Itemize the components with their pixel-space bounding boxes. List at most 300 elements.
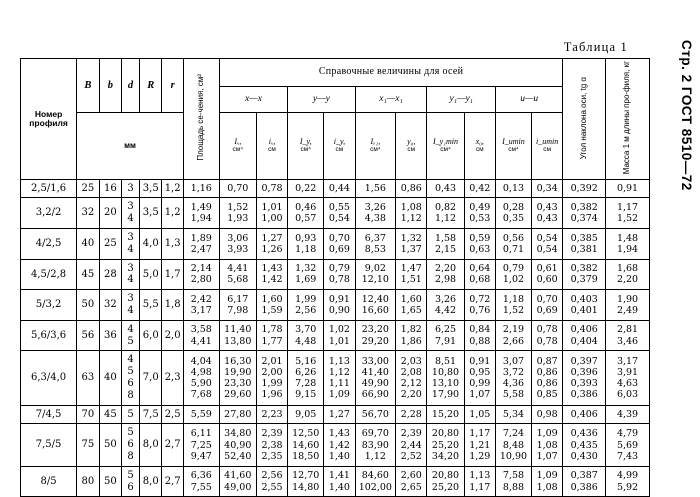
cell-value: 3,70	[295, 324, 317, 336]
angle-profile-table	[20, 58, 650, 497]
cell-value: 13,80	[224, 335, 252, 347]
cell-value: 0,79	[328, 263, 350, 275]
cell-tg	[563, 405, 606, 424]
cell-d	[122, 198, 140, 229]
cell-value: 1,09	[536, 428, 558, 440]
cell-r: 1,3	[162, 229, 183, 260]
cell-value: 19,90	[224, 366, 252, 378]
cell-value: 1,40	[328, 450, 350, 462]
cell-value: 40,90	[224, 439, 252, 451]
cell-value: 25,20	[431, 481, 460, 493]
cell-value: 0,91	[616, 182, 639, 194]
cell-value: 5	[127, 469, 134, 481]
axis-group-x1: x₁—x₁	[355, 87, 427, 113]
cell-value: 6	[127, 378, 134, 390]
cell-value: 41,40	[361, 366, 389, 378]
cell-ix	[219, 290, 256, 321]
cell-y0	[396, 179, 427, 198]
header-Iy1: I_y₁min см⁴	[427, 113, 464, 179]
cell-b: 40	[77, 229, 99, 260]
cell-d	[122, 320, 140, 351]
cell-value: 1,12	[434, 213, 457, 225]
cell-y0	[396, 351, 427, 405]
cell-iu	[495, 259, 531, 290]
cell-value: 0,91	[328, 293, 350, 305]
cell-y0	[396, 259, 427, 290]
cell-d	[122, 351, 140, 405]
cell-r: 7,0	[140, 351, 162, 405]
cell-value: 0,392	[570, 182, 598, 194]
cell-iy	[288, 320, 324, 351]
cell-value: 1,93	[227, 213, 249, 225]
cell-iy	[288, 466, 324, 497]
cell-value: 1,78	[261, 324, 283, 336]
header-ix: iₓ, см	[256, 113, 287, 179]
cell-value: 0,393	[570, 378, 598, 390]
cell-tg	[563, 466, 606, 497]
cell-ix	[219, 351, 256, 405]
cell-value: 3	[127, 232, 134, 244]
cell-value: 16,60	[361, 305, 389, 317]
cell-value: 0,386	[570, 481, 598, 493]
cell-b: 28	[99, 259, 121, 290]
cell-b: 40	[99, 351, 121, 405]
cell-iu	[531, 198, 562, 229]
cell-iu	[495, 290, 531, 321]
cell-ix	[219, 229, 256, 260]
cell-value: 11,40	[224, 324, 252, 336]
cell-x0	[464, 320, 495, 351]
cell-value: 2,20	[434, 263, 457, 275]
cell-value: 1,43	[328, 428, 350, 440]
cell-value: 0,42	[469, 182, 491, 194]
cell-value: 1,52	[502, 305, 525, 317]
cell-b: 45	[99, 405, 121, 424]
table-row	[21, 320, 650, 351]
cell-value: 2,56	[261, 470, 283, 482]
cell-y0	[396, 424, 427, 466]
cell-value: 1,60	[400, 293, 422, 305]
cell-iy1	[427, 351, 464, 405]
cell-b: 32	[77, 198, 99, 229]
cell-value: 2,44	[400, 439, 422, 451]
header-iu: i_umin см	[531, 113, 562, 179]
cell-b: 25	[99, 229, 121, 260]
cell-value: 3,93	[227, 243, 249, 255]
cell-value: 12,40	[361, 293, 389, 305]
cell-value: 0,59	[469, 232, 491, 244]
cell-value: 10,90	[499, 450, 528, 462]
cell-value: 5,59	[190, 408, 212, 420]
cell-iy	[324, 405, 355, 424]
cell-value: 0,69	[328, 243, 350, 255]
standard-page-header: Стр. 2 ГОСТ 8510—72	[679, 40, 694, 191]
cell-value: 20,80	[431, 428, 460, 440]
cell-value: 0,78	[536, 324, 558, 336]
cell-x0	[464, 229, 495, 260]
cell-value: 12,50	[292, 428, 320, 440]
cell-value: 20,80	[431, 470, 460, 482]
axis-group-y: y—y	[288, 87, 355, 113]
cell-iy	[288, 179, 324, 198]
cell-value: 2,56	[295, 305, 317, 317]
cell-r: 2,0	[162, 320, 183, 351]
cell-value: 2,39	[261, 428, 283, 440]
cell-y0	[396, 466, 427, 497]
cell-profile: 5,6/3,6	[21, 320, 77, 351]
cell-value: 1,02	[328, 324, 350, 336]
cell-value: 0,90	[328, 305, 350, 317]
cell-value: 3,26	[434, 293, 457, 305]
cell-profile: 5/3,2	[21, 290, 77, 321]
cell-r: 7,5	[140, 405, 162, 424]
cell-b: 70	[77, 405, 99, 424]
cell-value: 1,08	[536, 439, 558, 451]
cell-value: 69,70	[361, 428, 389, 440]
cell-value: 0,436	[570, 428, 598, 440]
cell-iy1	[427, 290, 464, 321]
cell-value: 0,54	[328, 213, 350, 225]
cell-iy1	[427, 179, 464, 198]
cell-x0	[464, 259, 495, 290]
cell-value: 9,15	[295, 389, 317, 401]
cell-mass	[606, 320, 650, 351]
cell-value: 102,00	[358, 481, 392, 493]
cell-ix	[256, 290, 287, 321]
cell-iy	[288, 229, 324, 260]
cell-value: 3,26	[364, 202, 386, 214]
cell-b: 20	[99, 198, 121, 229]
cell-value: 3	[127, 293, 134, 305]
cell-value: 1,01	[328, 335, 350, 347]
axis-group-x: x—x	[219, 87, 288, 113]
cell-value: 1,08	[536, 481, 558, 493]
cell-r: 1,2	[162, 198, 183, 229]
cell-value: 0,86	[536, 366, 558, 378]
cell-value: 4	[127, 243, 134, 255]
cell-value: 5	[127, 366, 134, 378]
cell-area	[183, 466, 219, 497]
cell-value: 1,68	[616, 263, 639, 275]
cell-value: 7,25	[190, 439, 212, 451]
cell-value: 1,52	[227, 202, 249, 214]
cell-x0	[464, 198, 495, 229]
cell-value: 8,53	[364, 243, 386, 255]
cell-value: 1,13	[328, 355, 350, 367]
cell-value: 9,05	[295, 408, 317, 420]
cell-value: 1,99	[261, 378, 283, 390]
cell-value: 0,406	[570, 408, 598, 420]
cell-value: 2,39	[400, 428, 422, 440]
cell-value: 2,38	[261, 439, 283, 451]
cell-iu	[531, 290, 562, 321]
cell-x0	[464, 466, 495, 497]
cell-value: 1,01	[261, 202, 283, 214]
cell-r: 8,0	[140, 424, 162, 466]
cell-iy	[324, 424, 355, 466]
cell-value: 4	[127, 354, 134, 366]
cell-value: 10,80	[431, 366, 460, 378]
cell-value: 2,52	[400, 450, 422, 462]
cell-value: 1,69	[295, 274, 317, 286]
cell-value: 23,30	[224, 378, 252, 390]
cell-value: 3	[127, 262, 134, 274]
cell-value: 0,78	[261, 182, 283, 194]
cell-b: 80	[77, 466, 99, 497]
cell-profile: 2,5/1,6	[21, 179, 77, 198]
table-body	[21, 179, 650, 497]
cell-value: 2,47	[190, 243, 212, 255]
cell-value: 0,57	[295, 213, 317, 225]
cell-r: 2,7	[162, 466, 183, 497]
cell-ix1	[355, 198, 395, 229]
cell-value: 0,93	[295, 232, 317, 244]
cell-ix1	[355, 405, 395, 424]
cell-value: 4,42	[434, 305, 457, 317]
cell-b: 45	[77, 259, 99, 290]
cell-value: 1,96	[261, 389, 283, 401]
cell-b: 50	[99, 424, 121, 466]
cell-iu	[495, 351, 531, 405]
cell-value: 9,47	[190, 450, 212, 462]
cell-value: 3,46	[616, 335, 639, 347]
cell-value: 1,32	[295, 263, 317, 275]
cell-value: 1,48	[616, 232, 639, 244]
cell-value: 2,28	[400, 408, 422, 420]
cell-value: 0,86	[400, 182, 422, 194]
cell-value: 3,17	[616, 355, 639, 367]
cell-value: 0,68	[469, 274, 491, 286]
cell-value: 2,00	[261, 366, 283, 378]
cell-r: 1,7	[162, 259, 183, 290]
cell-profile: 4/2,5	[21, 229, 77, 260]
cell-r: 3,5	[140, 179, 162, 198]
cell-y0	[396, 405, 427, 424]
header-Ix1: Iₓ₁, см⁴	[355, 113, 395, 179]
cell-value: 5	[127, 427, 134, 439]
cell-value: 1,18	[295, 243, 317, 255]
cell-ix	[256, 320, 287, 351]
cell-value: 0,382	[570, 263, 598, 275]
cell-value: 1,02	[502, 274, 525, 286]
cell-value: 2,66	[502, 335, 525, 347]
cell-value: 41,60	[224, 470, 252, 482]
cell-value: 1,16	[190, 182, 212, 194]
cell-value: 3	[127, 182, 134, 194]
cell-value: 0,34	[536, 182, 558, 194]
cell-value: 1,12	[400, 213, 422, 225]
cell-area	[183, 351, 219, 405]
cell-value: 52,40	[224, 450, 252, 462]
cell-tg	[563, 259, 606, 290]
cell-value: 6,11	[190, 428, 212, 440]
cell-value: 2,65	[400, 481, 422, 493]
cell-value: 49,90	[361, 378, 389, 390]
cell-value: 4,36	[502, 378, 525, 390]
cell-value: 1,08	[400, 202, 422, 214]
cell-value: 2,08	[400, 366, 422, 378]
cell-value: 0,78	[536, 335, 558, 347]
cell-value: 4,39	[616, 408, 639, 420]
cell-value: 84,60	[361, 470, 389, 482]
cell-b: 32	[99, 290, 121, 321]
cell-r: 3,5	[140, 198, 162, 229]
cell-value: 0,78	[328, 274, 350, 286]
cell-value: 0,64	[469, 263, 491, 275]
cell-value: 13,10	[431, 378, 460, 390]
cell-ix1	[355, 259, 395, 290]
cell-value: 3,06	[227, 232, 249, 244]
cell-value: 1,43	[261, 263, 283, 275]
cell-value: 27,80	[224, 408, 252, 420]
cell-value: 1,40	[328, 481, 350, 493]
cell-value: 0,70	[227, 182, 249, 194]
cell-value: 6,25	[434, 324, 457, 336]
cell-value: 4	[127, 213, 134, 225]
cell-ix	[256, 229, 287, 260]
header-area: Площадь се-чения, см²	[183, 59, 219, 180]
cell-ix	[219, 198, 256, 229]
cell-b: 50	[77, 290, 99, 321]
cell-value: 3,07	[502, 355, 525, 367]
cell-value: 2,55	[261, 481, 283, 493]
cell-value: 1,90	[616, 293, 639, 305]
cell-value: 34,20	[431, 450, 460, 462]
cell-value: 7,43	[616, 450, 639, 462]
cell-value: 4,98	[190, 366, 212, 378]
cell-r: 2,3	[162, 351, 183, 405]
cell-tg	[563, 424, 606, 466]
cell-value: 3,91	[616, 366, 639, 378]
cell-value: 0,55	[328, 202, 350, 214]
cell-value: 4,48	[295, 335, 317, 347]
cell-value: 8	[127, 389, 134, 401]
cell-value: 8,88	[502, 481, 525, 493]
cell-value: 0,72	[469, 293, 491, 305]
cell-value: 5,68	[227, 274, 249, 286]
cell-iy	[288, 259, 324, 290]
cell-value: 0,401	[570, 305, 598, 317]
cell-value: 1,94	[190, 213, 212, 225]
cell-profile: 7/4,5	[21, 405, 77, 424]
table-caption: Таблица 1	[563, 40, 628, 54]
cell-iy	[324, 320, 355, 351]
cell-ix1	[355, 229, 395, 260]
cell-iy1	[427, 405, 464, 424]
cell-ix	[219, 259, 256, 290]
cell-value: 66,90	[361, 389, 389, 401]
cell-mass	[606, 351, 650, 405]
cell-value: 0,91	[469, 355, 491, 367]
cell-value: 3,17	[190, 305, 212, 317]
cell-value: 4,38	[364, 213, 386, 225]
cell-value: 0,69	[536, 305, 558, 317]
cell-mass	[606, 179, 650, 198]
cell-value: 0,406	[570, 324, 598, 336]
cell-value: 3,58	[190, 324, 212, 336]
cell-value: 0,84	[469, 324, 491, 336]
cell-iy1	[427, 424, 464, 466]
cell-ix	[256, 424, 287, 466]
cell-ix1	[355, 351, 395, 405]
cell-mass	[606, 198, 650, 229]
cell-tg	[563, 290, 606, 321]
cell-value: 14,60	[292, 439, 320, 451]
cell-value: 0,386	[570, 389, 598, 401]
cell-value: 0,99	[469, 378, 491, 390]
header-Iu: I_umin см⁴	[495, 113, 531, 179]
cell-ix	[256, 351, 287, 405]
cell-d	[122, 179, 140, 198]
cell-iy1	[427, 320, 464, 351]
cell-value: 0,53	[469, 213, 491, 225]
cell-value: 1,27	[328, 408, 350, 420]
cell-d	[122, 466, 140, 497]
cell-profile: 7,5/5	[21, 424, 77, 466]
cell-value: 2,42	[190, 293, 212, 305]
cell-iy	[324, 259, 355, 290]
header-d: d	[122, 59, 140, 113]
cell-value: 1,07	[469, 389, 491, 401]
cell-y0	[396, 198, 427, 229]
cell-value: 0,98	[536, 408, 558, 420]
cell-value: 0,387	[570, 470, 598, 482]
cell-value: 2,49	[616, 305, 639, 317]
cell-ix1	[355, 424, 395, 466]
cell-value: 2,23	[261, 408, 283, 420]
cell-iu	[531, 259, 562, 290]
cell-value: 0,43	[434, 182, 457, 194]
cell-value: 1,17	[469, 428, 491, 440]
cell-value: 0,385	[570, 232, 598, 244]
cell-value: 5,90	[190, 378, 212, 390]
cell-value: 1,47	[400, 263, 422, 275]
cell-value: 1,05	[469, 408, 491, 420]
cell-value: 14,80	[292, 481, 320, 493]
cell-value: 6	[127, 439, 134, 451]
cell-value: 7,58	[502, 470, 525, 482]
cell-area	[183, 405, 219, 424]
cell-value: 0,54	[536, 232, 558, 244]
cell-value: 1,42	[261, 274, 283, 286]
cell-r: 5,0	[140, 259, 162, 290]
cell-r: 4,0	[140, 229, 162, 260]
cell-value: 1,17	[469, 481, 491, 493]
cell-value: 0,28	[502, 202, 525, 214]
cell-value: 2,98	[434, 274, 457, 286]
header-r: r	[162, 59, 183, 113]
cell-value: 2,12	[400, 378, 422, 390]
cell-iu	[531, 229, 562, 260]
cell-value: 1,09	[536, 470, 558, 482]
cell-value: 6,03	[616, 389, 639, 401]
cell-value: 0,379	[570, 274, 598, 286]
cell-value: 1,51	[400, 274, 422, 286]
cell-value: 0,82	[434, 202, 457, 214]
cell-value: 1,13	[469, 470, 491, 482]
cell-value: 0,88	[469, 335, 491, 347]
cell-iy	[324, 229, 355, 260]
cell-area	[183, 320, 219, 351]
cell-value: 2,19	[502, 324, 525, 336]
cell-value: 0,403	[570, 293, 598, 305]
cell-value: 2,60	[400, 470, 422, 482]
cell-ix	[219, 405, 256, 424]
cell-iu	[495, 424, 531, 466]
cell-b: 75	[77, 424, 99, 466]
table-row	[21, 424, 650, 466]
cell-value: 1,77	[261, 335, 283, 347]
